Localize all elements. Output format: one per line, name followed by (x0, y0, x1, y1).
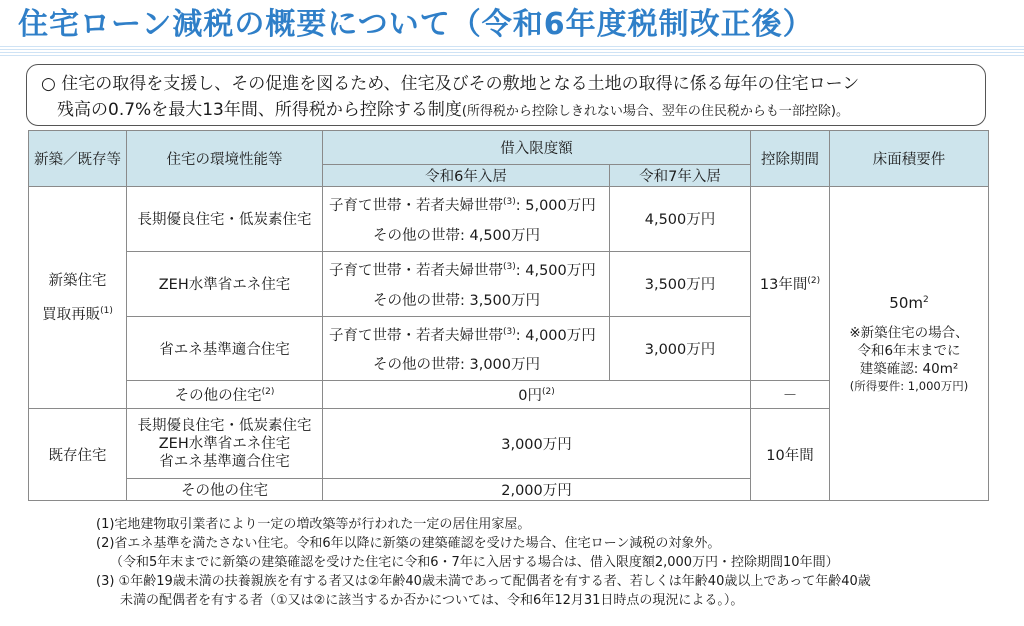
limit-r6-energy-standard (323, 316, 610, 381)
summary-text-2: 残高の0.7%を最大13年間、所得税から控除する制度 (57, 100, 462, 120)
limit-existing-other: 2,000万円 (323, 479, 751, 501)
limit-r6-energy-standard-line1: 子育て世帯・若者夫婦世帯$^{(3)}$: 4,000万円 (329, 326, 596, 344)
performance-existing-line3: 省エネ基準適合住宅 (159, 453, 290, 470)
area-note-1: ※新築住宅の場合、 (849, 324, 969, 341)
limit-r6-zeh (323, 251, 610, 316)
area-main: $50m^2$ (889, 293, 929, 312)
limit-r6-long-term (323, 187, 610, 252)
limit-r7-zeh: 3,500万円 (610, 251, 751, 316)
footnote-3: (3) ①年齢19歳未満の扶養親族を有する者又は②年齢40歳未満であって配偶者を有する者、若しくは年齢40歳以上であって年齢40歳 (96, 574, 871, 589)
tax-table (28, 130, 989, 501)
period-new: 13年間$^{(2)}$ (751, 187, 830, 381)
header-area: 床面積要件 (830, 131, 989, 187)
category-new-line2: 買取再販$^{(1)}$ (42, 305, 113, 323)
performance-existing-line2: ZEH水準省エネ住宅 (158, 435, 291, 452)
summary-line-2 (41, 97, 973, 125)
area-note-4: (所得要件: 1,000万円) (849, 378, 969, 393)
limit-r6-long-term-line1: 子育て世帯・若者夫婦世帯$^{(3)}$: 5,000万円 (329, 197, 596, 214)
header-performance: 住宅の環境性能等 (127, 131, 323, 187)
footnote-2-detail: （令和5年末までに新築の建築確認を受けた住宅に令和6・7年に入居する場合は、借入限度額2,000万円・控除期間10年間） (110, 555, 839, 570)
performance-energy-standard: 省エネ基準適合住宅 (127, 316, 323, 381)
limit-r6-long-term-line2: その他の世帯: 4,500万円 (373, 227, 541, 244)
limit-r7-long-term: 4,500万円 (610, 187, 751, 252)
performance-long-term: 長期優良住宅・低炭素住宅 (127, 187, 323, 252)
limit-r7-energy-standard: 3,000万円 (610, 316, 751, 381)
footnote-2: (2)省エネ基準を満たさない住宅。令和6年以降に新築の建築確認を受けた場合、住宅ローン減税の対象外。 (96, 536, 721, 551)
performance-new-other: その他の住宅$^{(2)}$ (127, 381, 323, 409)
performance-existing (127, 409, 323, 479)
performance-existing-other: その他の住宅 (127, 479, 323, 501)
header-period: 控除期間 (751, 131, 830, 187)
limit-r6-zeh-line1: 子育て世帯・若者夫婦世帯$^{(3)}$: 4,500万円 (329, 261, 596, 279)
limit-r6-energy-standard-line2: その他の世帯: 3,000万円 (373, 357, 541, 374)
summary-text-1: 住宅の取得を支援し、その促進を図るため、住宅及びその敷地となる土地の取得に係る毎年の住宅ローン (61, 74, 860, 94)
title-underline (0, 46, 1024, 56)
area-note-3: 建築確認: 40m² (859, 360, 959, 377)
header-limit-r7: 令和7年入居 (610, 165, 751, 187)
limit-r6-zeh-line2: その他の世帯: 3,500万円 (373, 292, 541, 309)
summary-text-2-note: (所得税から控除しきれない場合、翌年の住民税からも一部控除)。 (461, 104, 849, 119)
area-note-2: 令和6年末までに (857, 342, 961, 359)
area-requirement (830, 187, 989, 501)
category-existing: 既存住宅 (29, 409, 127, 501)
summary-bullet: ○ (41, 74, 56, 94)
page-title: 住宅ローン減税の概要について（令和6年度税制改正後） (18, 7, 814, 42)
header-category: 新築／既存等 (29, 131, 127, 187)
summary-box (26, 64, 986, 126)
limit-new-other: 0円$^{(2)}$ (323, 381, 751, 409)
footnote-1: (1)宅地建物取引業者により一定の増改築等が行われた一定の居住用家屋。 (96, 517, 531, 532)
summary-line-1 (41, 71, 973, 97)
performance-existing-line1: 長期優良住宅・低炭素住宅 (137, 417, 312, 434)
performance-zeh: ZEH水準省エネ住宅 (127, 251, 323, 316)
period-existing: 10年間 (751, 409, 830, 501)
header-limit-r6: 令和6年入居 (323, 165, 610, 187)
limit-existing: 3,000万円 (323, 409, 751, 479)
header-limit: 借入限度額 (323, 131, 751, 165)
category-new-line1: 新築住宅 (48, 272, 107, 289)
period-new-other: － (751, 381, 830, 409)
category-new (29, 187, 127, 409)
footnotes (96, 515, 996, 610)
footnote-3-continued: 未満の配偶者を有する者（①又は②に該当するか否かについては、令和6年12月31日時点の現況による。）。 (120, 593, 744, 608)
